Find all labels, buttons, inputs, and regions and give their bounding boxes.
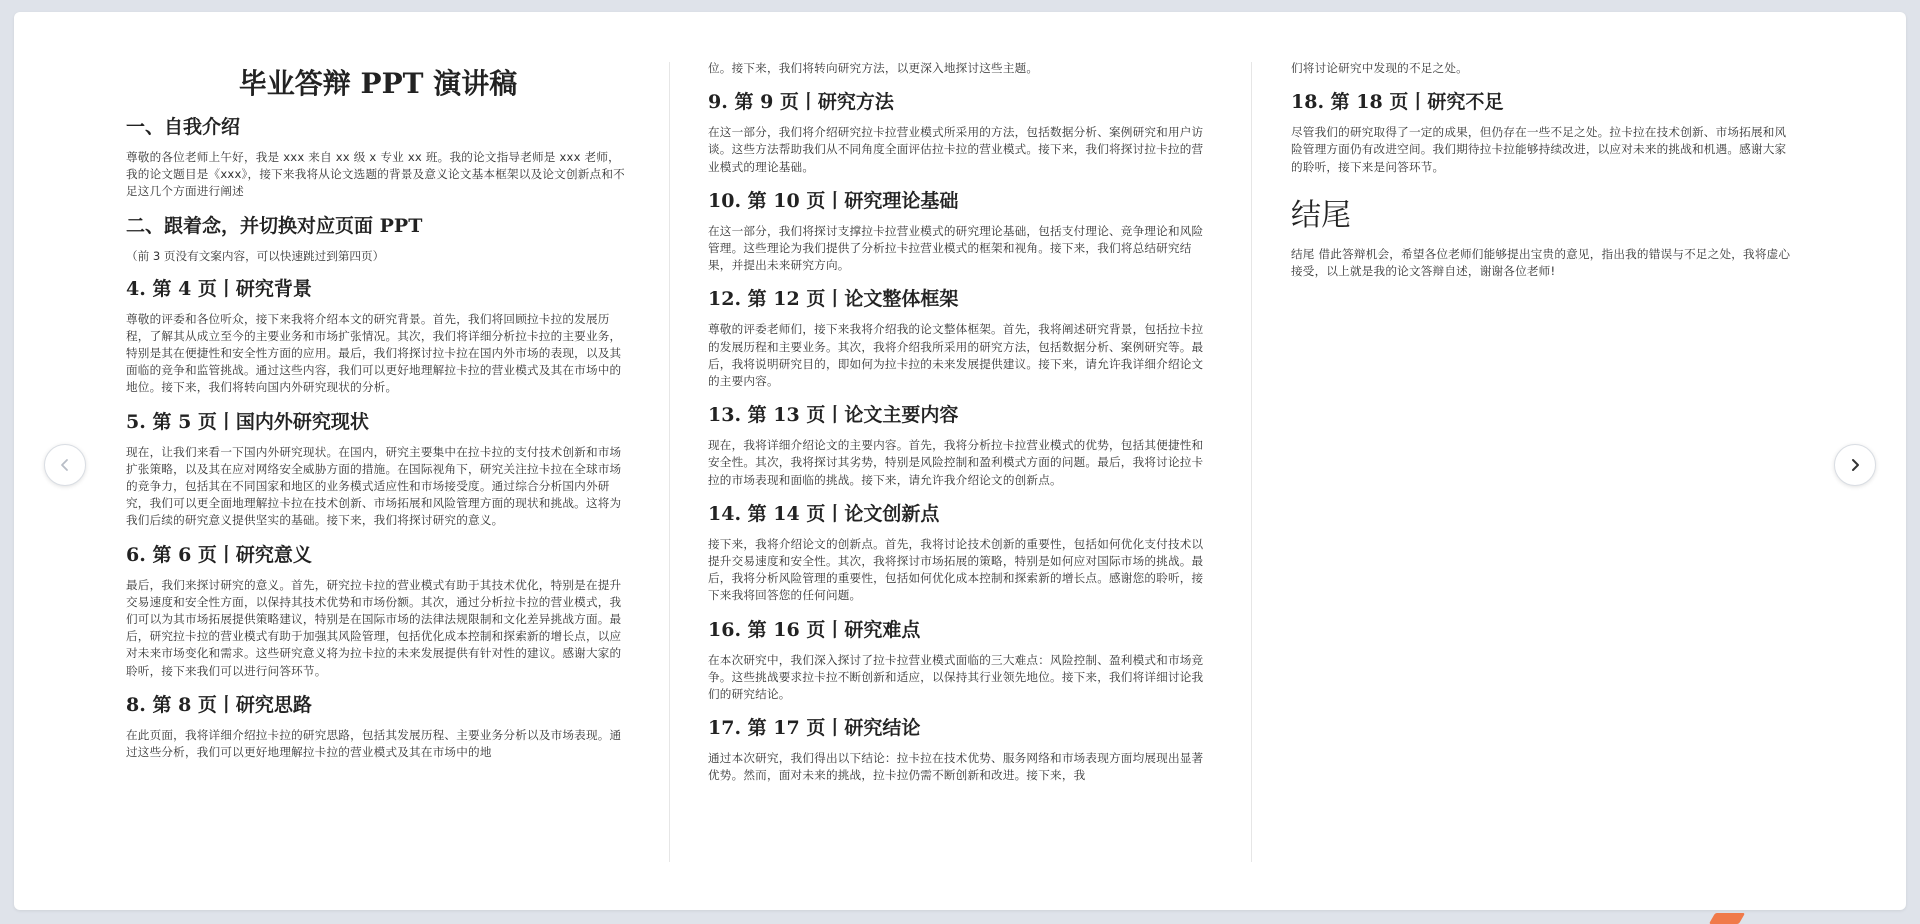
continued-paragraph: 们将讨论研究中发现的不足之处。 [1291,61,1468,75]
page-column-1 [126,54,630,769]
section-heading: 一、自我介绍 [126,116,241,138]
chevron-left-icon [57,457,73,473]
section-heading: 12. 第 12 页丨论文整体框架 [708,288,959,311]
column-divider [1251,62,1252,862]
column-divider [669,62,670,862]
section-heading: 16. 第 16 页丨研究难点 [708,618,921,641]
section-paragraph: 尽管我们的研究取得了一定的成果，但仍存在一些不足之处。拉卡拉在技术创新、市场拓展和风险管理方面仍有改进空间。我们期待拉卡拉能够持续改进，以应对未来的挑战和机遇。感谢大家的聆听，接下来是问答环节。 [1291,125,1787,174]
continued-paragraph: 位。接下来，我们将转向研究方法，以更深入地探讨这些主题。 [708,61,1039,75]
section-heading: 6. 第 6 页丨研究意义 [126,543,312,566]
section-paragraph: 接下来，我将介绍论文的创新点。首先，我将讨论技术创新的重要性，包括如何优化支付技术以提升交易速度和安全性。其次，我将探讨市场拓展的策略，特别是如何应对国际市场的挑战。最后，我将分析风险管理的重要性，包括如何优化成本控制和探索新的增长点。感谢您的聆听，接下来我将回答您的任何问题。 [708,536,1204,603]
page-column-3 [1291,60,1795,288]
section-heading: 8. 第 8 页丨研究思路 [126,693,312,716]
section-heading: 14. 第 14 页丨论文创新点 [708,502,940,525]
section-paragraph: 在本次研究中，我们深入探讨了拉卡拉营业模式面临的三大难点：风险控制、盈利模式和市场竞争。这些挑战要求拉卡拉不断创新和适应，以保持其行业领先地位。接下来，我们将详细讨论我们的研究结论。 [708,652,1204,702]
section-heading: 4. 第 4 页丨研究背景 [126,277,312,300]
previous-page-button[interactable] [44,444,86,486]
section-paragraph: 通过本次研究，我们得出以下结论：拉卡拉在技术优势、服务网络和市场表现方面均展现出显著优势。然而，面对未来的挑战，拉卡拉仍需不断创新和改进。接下来，我 [708,751,1204,783]
section-heading: 10. 第 10 页丨研究理论基础 [708,189,959,212]
section-paragraph: 尊敬的评委和各位听众，接下来我将介绍本文的研究背景。首先，我们将回顾拉卡拉的发展历程，了解其从成立至今的主要业务和市场扩张情况。其次，我们将详细分析拉卡拉的主要业务，特别是其在便捷性和安全性方面的应用。最后，我们将探讨拉卡拉在国内外市场的表现，以及其面临的竞争和监管挑战。通过这些内容，我们可以更好地理解拉卡拉的营业模式及其在市场中的地位。接下来，我们将转向国内外研究现状的分析。 [126,311,622,395]
section-heading: 5. 第 5 页丨国内外研究现状 [126,410,369,433]
corner-decoration [1709,913,1745,924]
ending-paragraph: 结尾 借此答辩机会，希望各位老师们能够提出宝贵的意见，指出我的错误与不足之处，我将虚心接受，以上就是我的论文答辩自述，谢谢各位老师! [1291,246,1791,279]
section-heading: 17. 第 17 页丨研究结论 [708,717,921,740]
section-paragraph: 在这一部分，我们将介绍研究拉卡拉营业模式所采用的方法，包括数据分析、案例研究和用户访谈。这些方法帮助我们从不同角度全面评估拉卡拉的营业模式。接下来，我们将探讨拉卡拉的营业模式的理论基础。 [708,125,1204,174]
section-paragraph: 在这一部分，我们将探讨支撑拉卡拉营业模式的研究理论基础，包括支付理论、竞争理论和风险管理。这些理论为我们提供了分析拉卡拉营业模式的框架和视角。接下来，我们将总结研究结果，并提出未来研究方向。 [708,223,1204,273]
section-paragraph: 尊敬的评委老师们，接下来我将介绍我的论文整体框架。首先，我将阐述研究背景，包括拉卡拉的发展历程和主要业务。其次，我将介绍我所采用的研究方法，包括数据分析、案例研究等。最后，我将说明研究目的，即如何为拉卡拉的未来发展提供建议。接下来，请允许我详细介绍论文的主要内容。 [708,322,1204,389]
ending-heading: 结尾 [1291,197,1351,233]
next-page-button[interactable] [1834,444,1876,486]
section-heading: 18. 第 18 页丨研究不足 [1291,91,1504,114]
section-paragraph: 现在，我将详细介绍论文的主要内容。首先，我将分析拉卡拉营业模式的优势，包括其便捷性和安全性。其次，我将探讨其劣势，特别是风险控制和盈利模式方面的问题。最后，我将讨论拉卡拉的市场表现和面临的挑战。接下来，请允许我介绍论文的创新点。 [708,438,1204,487]
section-heading: 二、跟着念，并切换对应页面 PPT [126,214,423,237]
section-paragraph: 尊敬的各位老师上午好，我是 xxx 来自 xx 级 x 专业 xx 班。我的论文指导老师是 xxx 老师，我的论文题目是《xxx》，接下来我将从论文选题的背景及意义论文基本框架以及论文创新点和不足这几个方面进行阐述 [126,150,625,199]
chevron-right-icon [1847,457,1863,473]
page-column-2 [708,60,1212,793]
section-paragraph: 现在，让我们来看一下国内外研究现状。在国内，研究主要集中在拉卡拉的支付技术创新和市场扩张策略，以及其在应对网络安全威胁方面的措施。在国际视角下，研究关注拉卡拉在全球市场的竞争力，包括其在不同国家和地区的业务模式适应性和市场接受度。通过综合分析国内外研究，我们可以更全面地理解拉卡拉在技术创新、市场拓展和风险管理方面的现状和挑战。这将为我们后续的研究意义提供坚实的基础。接下来，我们将探讨研究的意义。 [126,444,622,528]
section-heading: 13. 第 13 页丨论文主要内容 [708,404,959,427]
document-title: 毕业答辩 PPT 演讲稿 [238,67,518,100]
section-paragraph: 在此页面，我将详细介绍拉卡拉的研究思路，包括其发展历程、主要业务分析以及市场表现。通过这些分析，我们可以更好地理解拉卡拉的营业模式及其在市场中的地 [126,727,622,760]
section-heading: 9. 第 9 页丨研究方法 [708,91,894,114]
section-paragraph: 最后，我们来探讨研究的意义。首先，研究拉卡拉的营业模式有助于其技术优化，特别是在提升交易速度和安全性方面，以保持其技术优势和市场份额。其次，通过分析拉卡拉的营业模式，我们可以为其市场拓展提供策略建议，特别是在国际市场的法律法规限制和文化差异挑战方面。最后，研究拉卡拉的营业模式有助于加强其风险管理，包括优化成本控制和探索新的增长点，以应对未来市场变化和需求。这些研究意义将为拉卡拉的未来发展提供有针对性的建议。感谢大家的聆听，接下来我们可以进行问答环节。 [126,577,622,678]
section-note: （前 3 页没有文案内容，可以快速跳过到第四页） [126,248,385,263]
